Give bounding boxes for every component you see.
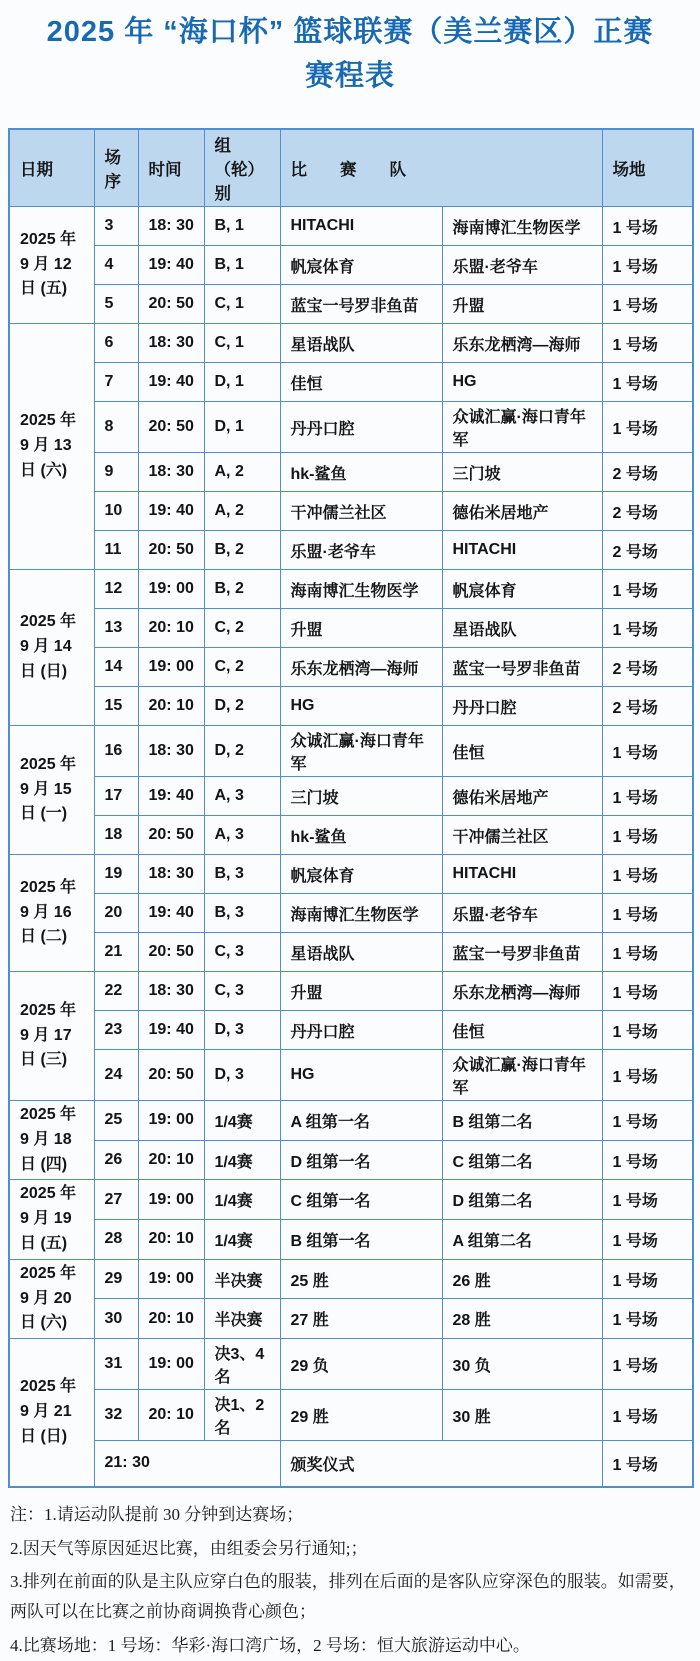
team-away-cell: 26 胜: [442, 1259, 602, 1299]
date-cell: 2025 年 9 月 13 日 (六): [9, 324, 94, 570]
time-cell: 18: 30: [138, 324, 204, 363]
venue-cell: 1 号场: [602, 855, 693, 894]
round-cell: B, 3: [204, 855, 280, 894]
date-cell: 2025 年 9 月 16 日 (二): [9, 855, 94, 972]
round-cell: A, 3: [204, 816, 280, 855]
venue-cell: 1 号场: [602, 246, 693, 285]
table-row: [9, 1390, 693, 1441]
match-no-cell: 30: [94, 1299, 138, 1339]
match-no-cell: 8: [94, 402, 138, 453]
venue-cell: 2 号场: [602, 492, 693, 531]
note-line: 4.比赛场地：1 号场：华彩·海口湾广场，2 号场：恒大旅游运动中心。: [10, 1636, 530, 1656]
team-away-cell: 众诚汇赢·海口青年军: [442, 1050, 602, 1101]
venue-cell: 2 号场: [602, 531, 693, 570]
date-cell: 2025 年 9 月 18 日 (四): [9, 1101, 94, 1180]
team-home-cell: 蓝宝一号罗非鱼苗: [280, 285, 442, 324]
venue-cell: 2 号场: [602, 648, 693, 687]
venue-cell: 1 号场: [602, 1101, 693, 1141]
header-teams: 比 赛 队: [280, 129, 602, 207]
match-no-cell: 28: [94, 1220, 138, 1260]
team-home-cell: 乐东龙栖湾—海师: [280, 648, 442, 687]
time-cell: 19: 00: [138, 1339, 204, 1390]
team-away-cell: 三门坡: [442, 453, 602, 492]
team-away-cell: C 组第二名: [442, 1140, 602, 1180]
header-round: 组（轮）别: [204, 129, 280, 207]
team-home-cell: hk-鲨鱼: [280, 816, 442, 855]
awards-row: [9, 1441, 693, 1487]
match-no-cell: 26: [94, 1140, 138, 1180]
venue-cell: 1 号场: [602, 894, 693, 933]
table-row: [9, 531, 693, 570]
time-cell: 19: 40: [138, 246, 204, 285]
match-no-cell: 4: [94, 246, 138, 285]
team-away-cell: 帆宸体育: [442, 570, 602, 609]
team-home-cell: 25 胜: [280, 1259, 442, 1299]
time-cell: 20: 50: [138, 933, 204, 972]
team-away-cell: 众诚汇赢·海口青年军: [442, 402, 602, 453]
match-no-cell: 14: [94, 648, 138, 687]
time-cell: 20: 50: [138, 816, 204, 855]
team-home-cell: 29 负: [280, 1339, 442, 1390]
table-row: [9, 1101, 693, 1141]
round-cell: B, 2: [204, 531, 280, 570]
round-cell: B, 1: [204, 207, 280, 246]
round-cell: 1/4赛: [204, 1140, 280, 1180]
date-cell: 2025 年 9 月 15 日 (一): [9, 726, 94, 855]
date-cell: 2025 年 9 月 12 日 (五): [9, 207, 94, 324]
venue-cell: 1 号场: [602, 570, 693, 609]
team-away-cell: 海南博汇生物医学: [442, 207, 602, 246]
team-home-cell: HG: [280, 687, 442, 726]
time-cell: 20: 50: [138, 402, 204, 453]
awards-time-cell: 21: 30: [94, 1441, 280, 1487]
venue-cell: 1 号场: [602, 402, 693, 453]
venue-cell: 1 号场: [602, 285, 693, 324]
table-row: [9, 453, 693, 492]
round-cell: C, 2: [204, 609, 280, 648]
round-cell: A, 3: [204, 777, 280, 816]
time-cell: 19: 40: [138, 777, 204, 816]
note-line: 2.因天气等原因延迟比赛，由组委会另行通知;；: [10, 1538, 368, 1558]
table-row: [9, 363, 693, 402]
table-row: [9, 402, 693, 453]
table-row: [9, 933, 693, 972]
venue-cell: 1 号场: [602, 1299, 693, 1339]
time-cell: 20: 10: [138, 687, 204, 726]
venue-cell: 1 号场: [602, 777, 693, 816]
table-row: [9, 609, 693, 648]
match-no-cell: 19: [94, 855, 138, 894]
page-title-line2: 赛程表: [304, 60, 395, 92]
awards-event-cell: 颁奖仪式: [280, 1441, 602, 1487]
time-cell: 20: 50: [138, 1050, 204, 1101]
time-cell: 19: 00: [138, 570, 204, 609]
team-away-cell: 乐东龙栖湾—海师: [442, 972, 602, 1011]
date-cell: 2025 年 9 月 17 日 (三): [9, 972, 94, 1101]
time-cell: 18: 30: [138, 726, 204, 777]
team-away-cell: 干冲儒兰社区: [442, 816, 602, 855]
table-row: [9, 570, 693, 609]
table-row: [9, 1050, 693, 1101]
round-cell: 1/4赛: [204, 1101, 280, 1141]
table-row: [9, 324, 693, 363]
team-home-cell: 星语战队: [280, 324, 442, 363]
time-cell: 19: 40: [138, 363, 204, 402]
time-cell: 19: 00: [138, 648, 204, 687]
match-no-cell: 22: [94, 972, 138, 1011]
awards-venue-cell: 1 号场: [602, 1441, 693, 1487]
time-cell: 20: 10: [138, 1299, 204, 1339]
round-cell: C, 3: [204, 933, 280, 972]
time-cell: 20: 10: [138, 1390, 204, 1441]
venue-cell: 1 号场: [602, 609, 693, 648]
team-away-cell: 丹丹口腔: [442, 687, 602, 726]
table-row: [9, 726, 693, 777]
time-cell: 18: 30: [138, 453, 204, 492]
team-home-cell: 升盟: [280, 972, 442, 1011]
match-no-cell: 13: [94, 609, 138, 648]
round-cell: A, 2: [204, 453, 280, 492]
match-no-cell: 32: [94, 1390, 138, 1441]
venue-cell: 1 号场: [602, 1339, 693, 1390]
team-home-cell: 丹丹口腔: [280, 1011, 442, 1050]
team-away-cell: D 组第二名: [442, 1180, 602, 1220]
table-row: [9, 285, 693, 324]
round-cell: C, 1: [204, 324, 280, 363]
team-away-cell: 升盟: [442, 285, 602, 324]
round-cell: C, 1: [204, 285, 280, 324]
venue-cell: 1 号场: [602, 1390, 693, 1441]
time-cell: 20: 50: [138, 285, 204, 324]
team-home-cell: 佳恒: [280, 363, 442, 402]
team-away-cell: 星语战队: [442, 609, 602, 648]
time-cell: 19: 40: [138, 492, 204, 531]
team-away-cell: 蓝宝一号罗非鱼苗: [442, 933, 602, 972]
team-home-cell: 丹丹口腔: [280, 402, 442, 453]
team-home-cell: 星语战队: [280, 933, 442, 972]
note-line: 3.排列在前面的队是主队应穿白色的服装，排列在后面的是客队应穿深色的服装。如需要，两队可以在比赛之前协商调换背心颜色；: [10, 1572, 686, 1622]
team-home-cell: 27 胜: [280, 1299, 442, 1339]
date-cell: 2025 年 9 月 19 日 (五): [9, 1180, 94, 1259]
team-away-cell: 乐东龙栖湾—海师: [442, 324, 602, 363]
match-no-cell: 3: [94, 207, 138, 246]
table-row: [9, 855, 693, 894]
match-no-cell: 31: [94, 1339, 138, 1390]
round-cell: D, 2: [204, 726, 280, 777]
match-no-cell: 27: [94, 1180, 138, 1220]
venue-cell: 1 号场: [602, 1180, 693, 1220]
round-cell: D, 2: [204, 687, 280, 726]
venue-cell: 1 号场: [602, 816, 693, 855]
match-no-cell: 5: [94, 285, 138, 324]
round-cell: 半决赛: [204, 1259, 280, 1299]
match-no-cell: 11: [94, 531, 138, 570]
round-cell: C, 2: [204, 648, 280, 687]
round-cell: 决1、2名: [204, 1390, 280, 1441]
round-cell: B, 1: [204, 246, 280, 285]
table-row: [9, 1299, 693, 1339]
table-row: [9, 648, 693, 687]
notes-section: [10, 1500, 690, 1661]
team-away-cell: HITACHI: [442, 855, 602, 894]
schedule-body: [9, 207, 693, 1487]
round-cell: D, 3: [204, 1050, 280, 1101]
team-home-cell: 海南博汇生物医学: [280, 894, 442, 933]
venue-cell: 1 号场: [602, 363, 693, 402]
time-cell: 20: 10: [138, 1220, 204, 1260]
venue-cell: 1 号场: [602, 1140, 693, 1180]
match-no-cell: 29: [94, 1259, 138, 1299]
header-match-no: 场序: [94, 129, 138, 207]
match-no-cell: 6: [94, 324, 138, 363]
team-away-cell: A 组第二名: [442, 1220, 602, 1260]
time-cell: 19: 40: [138, 894, 204, 933]
table-row: [9, 1140, 693, 1180]
time-cell: 19: 00: [138, 1180, 204, 1220]
page-title: [0, 0, 700, 98]
venue-cell: 1 号场: [602, 1011, 693, 1050]
venue-cell: 1 号场: [602, 324, 693, 363]
match-no-cell: 7: [94, 363, 138, 402]
round-cell: B, 2: [204, 570, 280, 609]
team-home-cell: hk-鲨鱼: [280, 453, 442, 492]
venue-cell: 2 号场: [602, 453, 693, 492]
venue-cell: 1 号场: [602, 1050, 693, 1101]
header-time: 时间: [138, 129, 204, 207]
team-away-cell: 德佑米居地产: [442, 492, 602, 531]
header-date: 日期: [9, 129, 94, 207]
team-home-cell: HITACHI: [280, 207, 442, 246]
table-row: [9, 1339, 693, 1390]
match-no-cell: 9: [94, 453, 138, 492]
table-row: [9, 207, 693, 246]
schedule-table: [8, 128, 694, 1488]
venue-cell: 1 号场: [602, 1220, 693, 1260]
header-row: [9, 129, 693, 207]
table-row: [9, 777, 693, 816]
team-away-cell: 佳恒: [442, 1011, 602, 1050]
time-cell: 19: 40: [138, 1011, 204, 1050]
team-home-cell: B 组第一名: [280, 1220, 442, 1260]
round-cell: 决3、4名: [204, 1339, 280, 1390]
table-header: [9, 129, 693, 207]
match-no-cell: 23: [94, 1011, 138, 1050]
time-cell: 20: 10: [138, 609, 204, 648]
venue-cell: 2 号场: [602, 687, 693, 726]
team-home-cell: 帆宸体育: [280, 246, 442, 285]
page-title-line1: 2025 年 “海口杯” 篮球联赛（美兰赛区）正赛: [46, 16, 654, 48]
match-no-cell: 12: [94, 570, 138, 609]
venue-cell: 1 号场: [602, 1259, 693, 1299]
team-home-cell: 众诚汇赢·海口青年军: [280, 726, 442, 777]
time-cell: 19: 00: [138, 1259, 204, 1299]
match-no-cell: 15: [94, 687, 138, 726]
team-away-cell: 30 负: [442, 1339, 602, 1390]
date-cell: 2025 年 9 月 20 日 (六): [9, 1259, 94, 1338]
venue-cell: 1 号场: [602, 933, 693, 972]
round-cell: B, 3: [204, 894, 280, 933]
table-row: [9, 1011, 693, 1050]
round-cell: 1/4赛: [204, 1180, 280, 1220]
table-row: [9, 246, 693, 285]
table-row: [9, 1259, 693, 1299]
table-row: [9, 1220, 693, 1260]
team-home-cell: 海南博汇生物医学: [280, 570, 442, 609]
team-away-cell: B 组第二名: [442, 1101, 602, 1141]
venue-cell: 1 号场: [602, 207, 693, 246]
team-home-cell: 三门坡: [280, 777, 442, 816]
team-home-cell: 升盟: [280, 609, 442, 648]
team-home-cell: 帆宸体育: [280, 855, 442, 894]
match-no-cell: 16: [94, 726, 138, 777]
venue-cell: 1 号场: [602, 726, 693, 777]
team-away-cell: 德佑米居地产: [442, 777, 602, 816]
team-home-cell: 乐盟·老爷车: [280, 531, 442, 570]
venue-cell: 1 号场: [602, 972, 693, 1011]
match-no-cell: 17: [94, 777, 138, 816]
team-away-cell: HITACHI: [442, 531, 602, 570]
match-no-cell: 18: [94, 816, 138, 855]
date-cell: 2025 年 9 月 21 日 (日): [9, 1339, 94, 1487]
time-cell: 18: 30: [138, 972, 204, 1011]
team-away-cell: 乐盟·老爷车: [442, 894, 602, 933]
round-cell: C, 3: [204, 972, 280, 1011]
team-away-cell: 蓝宝一号罗非鱼苗: [442, 648, 602, 687]
team-away-cell: HG: [442, 363, 602, 402]
table-row: [9, 687, 693, 726]
time-cell: 18: 30: [138, 855, 204, 894]
table-row: [9, 972, 693, 1011]
time-cell: 18: 30: [138, 207, 204, 246]
team-home-cell: D 组第一名: [280, 1140, 442, 1180]
match-no-cell: 25: [94, 1101, 138, 1141]
time-cell: 20: 10: [138, 1140, 204, 1180]
team-home-cell: A 组第一名: [280, 1101, 442, 1141]
round-cell: A, 2: [204, 492, 280, 531]
team-home-cell: 29 胜: [280, 1390, 442, 1441]
header-venue: 场地: [602, 129, 693, 207]
match-no-cell: 21: [94, 933, 138, 972]
team-away-cell: 28 胜: [442, 1299, 602, 1339]
round-cell: D, 1: [204, 363, 280, 402]
team-home-cell: HG: [280, 1050, 442, 1101]
team-away-cell: 佳恒: [442, 726, 602, 777]
time-cell: 19: 00: [138, 1101, 204, 1141]
round-cell: 半决赛: [204, 1299, 280, 1339]
time-cell: 20: 50: [138, 531, 204, 570]
match-no-cell: 24: [94, 1050, 138, 1101]
match-no-cell: 20: [94, 894, 138, 933]
date-cell: 2025 年 9 月 14 日 (日): [9, 570, 94, 726]
team-home-cell: 干冲儒兰社区: [280, 492, 442, 531]
table-row: [9, 492, 693, 531]
team-away-cell: 乐盟·老爷车: [442, 246, 602, 285]
round-cell: D, 3: [204, 1011, 280, 1050]
table-row: [9, 816, 693, 855]
table-row: [9, 1180, 693, 1220]
table-row: [9, 894, 693, 933]
round-cell: 1/4赛: [204, 1220, 280, 1260]
team-home-cell: C 组第一名: [280, 1180, 442, 1220]
match-no-cell: 10: [94, 492, 138, 531]
note-line: 注：1.请运动队提前 30 分钟到达赛场；: [10, 1504, 304, 1524]
round-cell: D, 1: [204, 402, 280, 453]
team-away-cell: 30 胜: [442, 1390, 602, 1441]
